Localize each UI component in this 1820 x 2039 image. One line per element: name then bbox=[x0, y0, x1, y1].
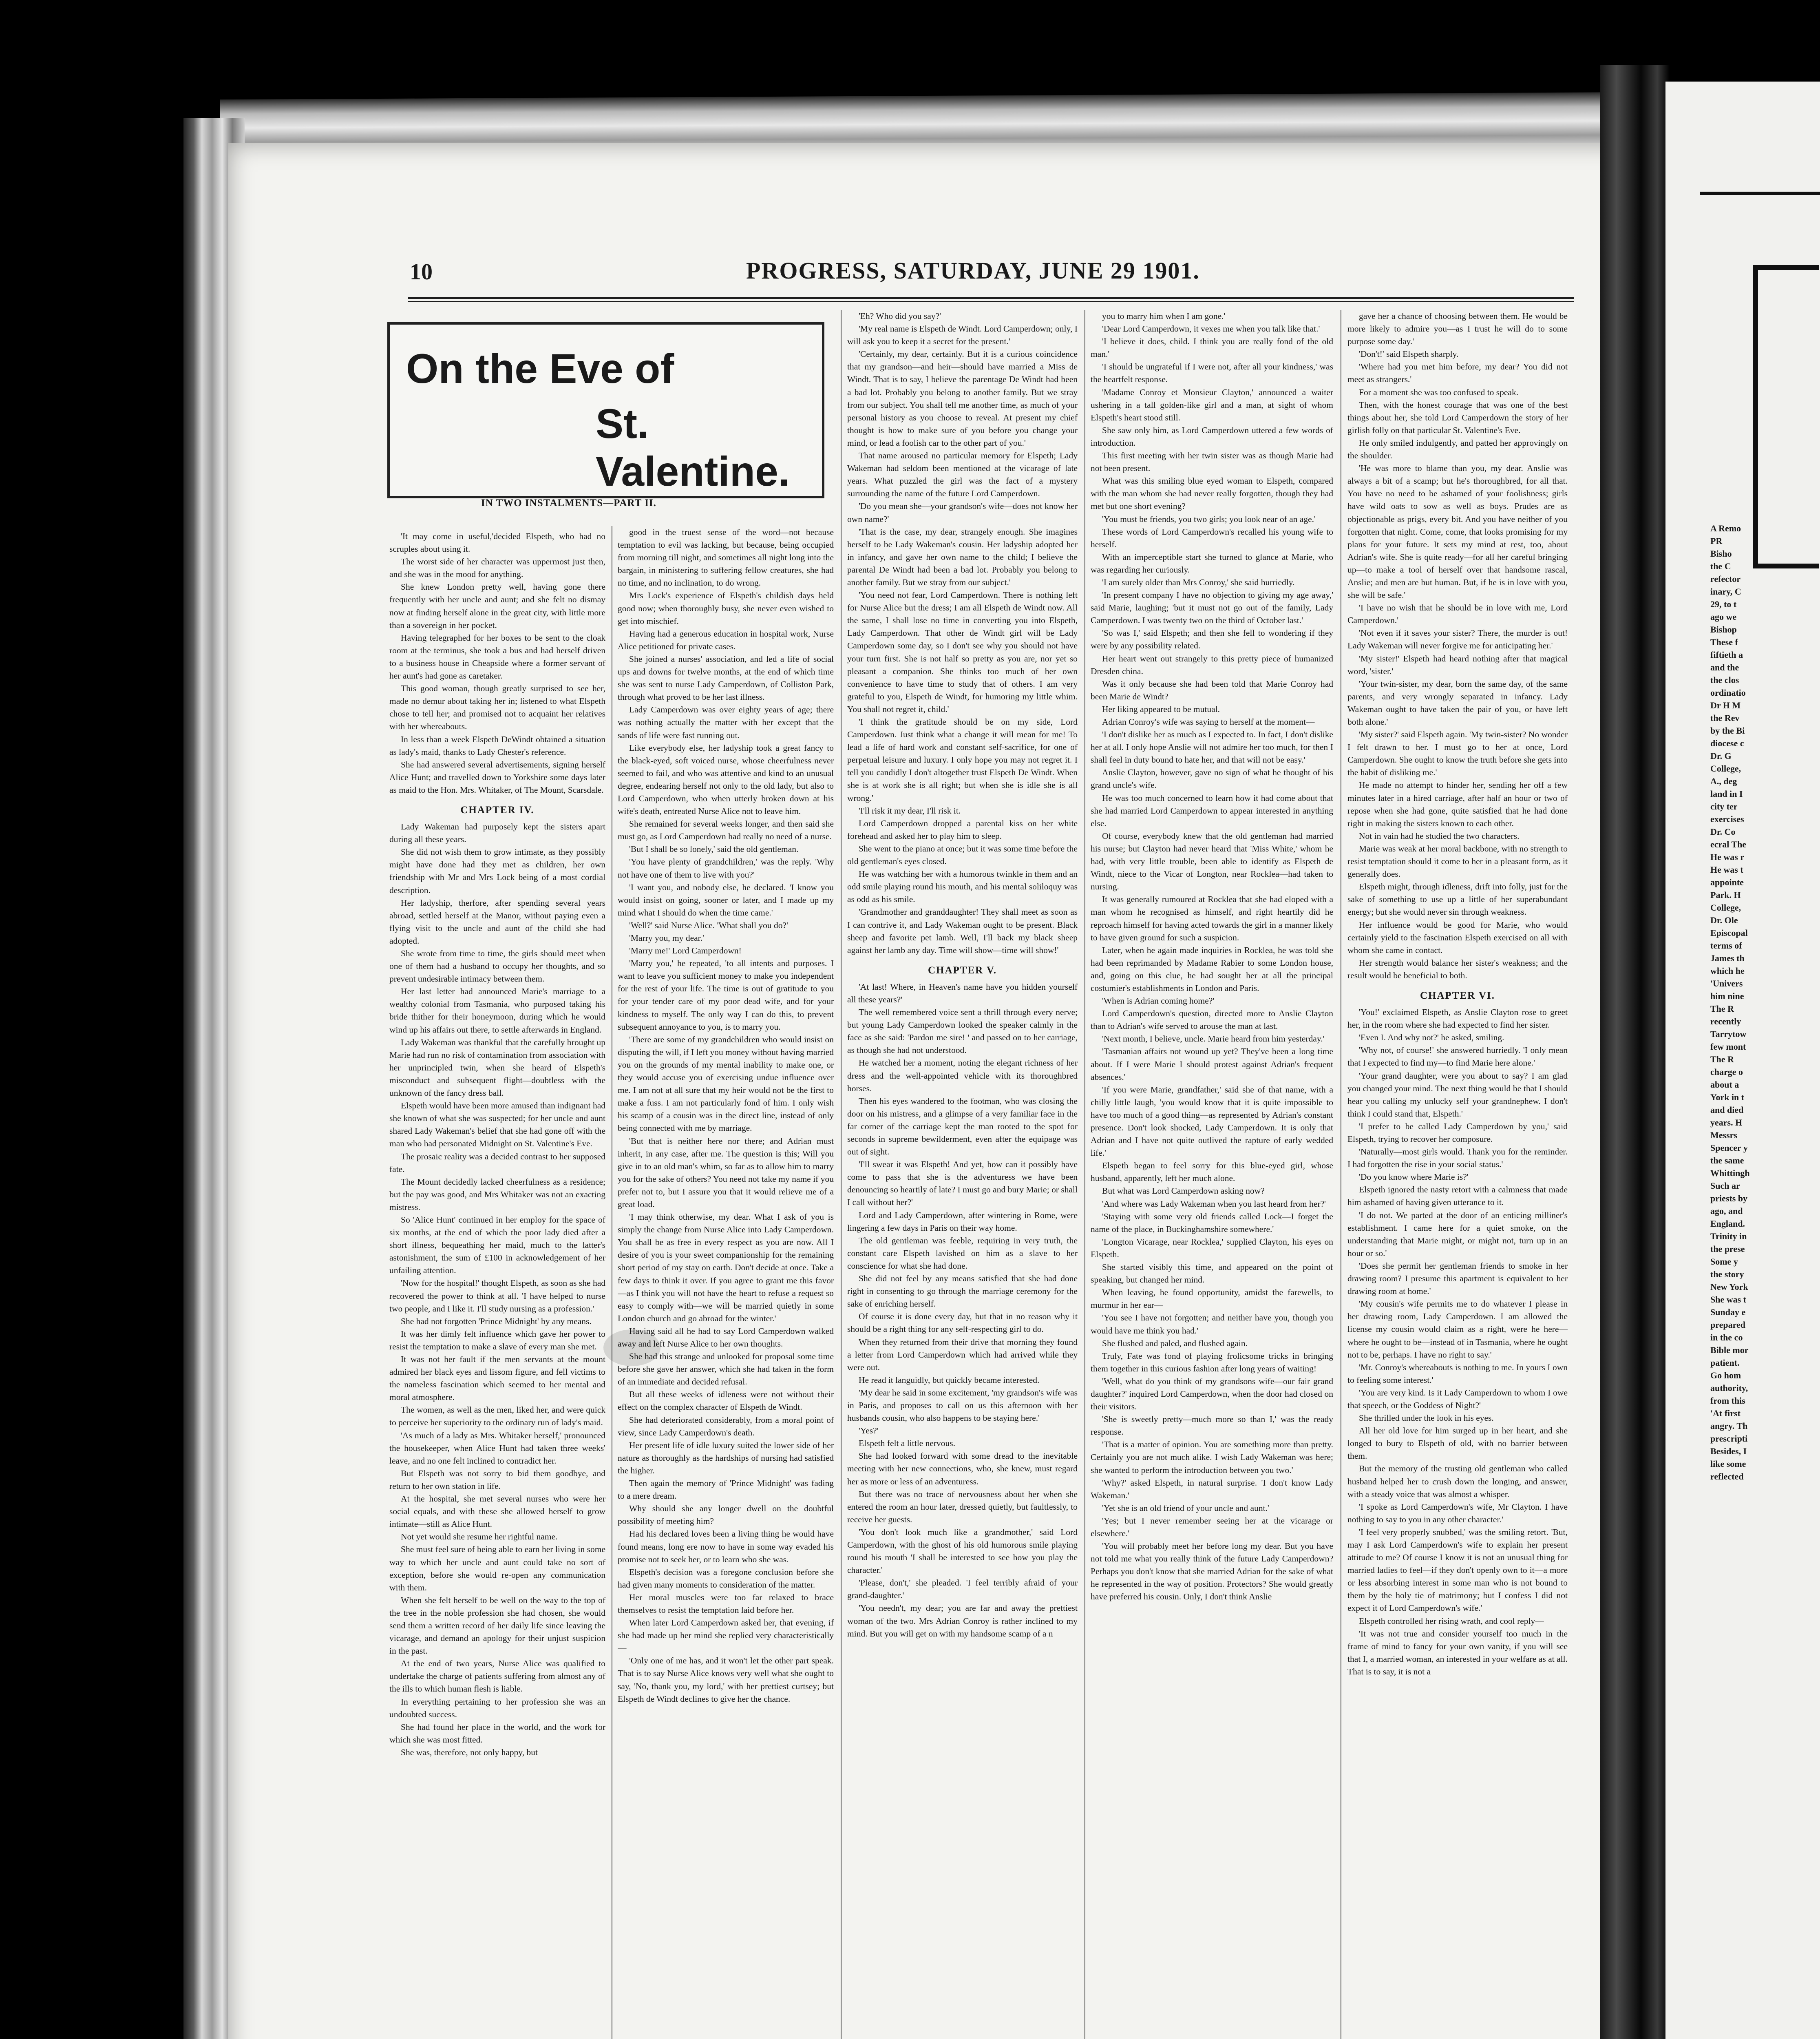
paragraph: When she felt herself to be well on the way to the top of the tree in the noble profession she had chosen, she would send them a written record of her daily life since leaving the vicarage, and demand an apology for their unjust suspicion in the past. bbox=[389, 1595, 605, 1656]
paragraph: Then again the memory of 'Prince Midnight' was fading to a mere dream. bbox=[618, 1478, 834, 1501]
paragraph: Lord Camperdown dropped a parental kiss on her white forehead and asked her to play him to sleep. bbox=[847, 818, 1078, 841]
fragment-line: city ter bbox=[1710, 801, 1738, 812]
binding-gutter bbox=[1600, 65, 1670, 2039]
fragment-line: the story bbox=[1710, 1269, 1744, 1279]
paragraph: For a moment she was too confused to speak. bbox=[1359, 387, 1519, 397]
paragraph: 'In present company I have no objection to giving my age away,' said Marie, laughing; 'but it must not go out of the family, Lady Camperdown. I was twenty two on the third of October last.' bbox=[1091, 590, 1333, 626]
paragraph: 'I think the gratitude should be on my side, Lord Camperdown. Just think what a change it will mean for me! To lead a life of hard work and constant self-sacrifice, for one of perpetual leisure and luxury. I only hope you may not regret it. I tell you candidly I don't altogether trust Elspeth De Windt. When she is at work she is all right; but when she is idle she is all wrong.' bbox=[847, 717, 1078, 803]
paragraph: 'And where was Lady Wakeman when you last heard from her?' bbox=[1102, 1199, 1326, 1209]
paragraph: Lord Camperdown's question, directed more to Anslie Clayton than to Adrian's wife served to arouse the man at last. bbox=[1091, 1008, 1333, 1031]
fragment-line: the Rev bbox=[1710, 713, 1740, 723]
fragment-line: 29, to t bbox=[1710, 599, 1737, 609]
paragraph: 'Yes; but I never remember seeing her at the vicarage or elsewhere.' bbox=[1091, 1515, 1333, 1538]
fragment-line: 'Univers bbox=[1710, 978, 1743, 989]
paragraph: 'But I shall be so lonely,' said the old gentleman. bbox=[629, 844, 799, 854]
paragraph: 'It was not true and consider yourself too much in the frame of mind to fancy for your own vanity, if you will see that I, a married woman, an interested in your welfare as at all. That is to say, it is not a bbox=[1347, 1628, 1568, 1676]
paragraph: All her old love for him surged up in her heart, and she longed to bury to Elspeth of old, with no barrier between them. bbox=[1347, 1426, 1568, 1461]
paragraph: She went to the piano at once; but it was some time before the old gentleman's eyes closed. bbox=[847, 843, 1078, 867]
paragraph: Elspeth would have been more amused than indignant had she known of what she was suspected; for her uncle and aunt shared Lady Wakeman's belief that she had gone off with the man who had personated Midnight on St. Valentine's Eve. bbox=[389, 1101, 605, 1149]
paragraph: Lady Wakeman was thankful that the carefully brought up Marie had run no risk of contamination from association with her unprincipled twin, when she heard of Elspeth's misconduct and subsequent flight—doubtless with the unknown of the fancy dress ball. bbox=[389, 1037, 605, 1098]
paragraph: She had found her place in the world, and the work for which she was most fitted. bbox=[389, 1722, 605, 1745]
paragraph: 'So was I,' said Elspeth; and then she fell to wondering if they were by any possibility related. bbox=[1091, 628, 1333, 651]
paragraph: 'You need not fear, Lord Camperdown. There is nothing left for Nurse Alice but the dress; I am all Elspeth de Windt now. All the same, I shall lose no time in converting you into Elspeth, Lady Camperdown. That other de Windt girl will be Lady Camperdown some day, so I don't see why you should not have your turn first. She is not half so pretty as you are, nor yet so pleasant a companion. She thinks too much of her own convenience to have time to study that of others. I am very grateful to you, Elspeth de Windt, for humoring my little whim. You shall not regret it, child.' bbox=[847, 590, 1078, 714]
paragraph: 'You must be friends, you two girls; you look near of an age.' bbox=[1102, 514, 1316, 524]
paragraph: So 'Alice Hunt' continued in her employ for the space of six months, at the end of which the poor lady died after a short illness, bequeathing her maid, much to the latter's astonishment, the sum of £100 in acknowledgement of her unfailing attention. bbox=[389, 1214, 605, 1276]
paragraph: Like everybody else, her ladyship took a great fancy to the black-eyed, soft voiced nurse, whose cheerfulness never seemed to fail, and who was attentive and kind to an unusual degree, endearing herself not only to the old lady, but also to Lord Camperdown, who when utterly broken down at his wife's death, entreated Nurse Alice not to leave him. bbox=[618, 743, 834, 816]
paragraph: She saw only him, as Lord Camperdown uttered a few words of introduction. bbox=[1091, 425, 1333, 448]
paragraph: She flushed and paled, and flushed again. bbox=[1102, 1338, 1248, 1348]
fragment-line: Dr H M bbox=[1710, 700, 1741, 710]
paragraph: 'If you were Marie, grandfather,' said she of that name, with a chilly little laugh, 'you would know that it is quite impossible to have too much of a good thing—as represented by Adrian's constant presence. Don't look shocked, Lady Camperdown. It is only that Adrian and I have not quite outlived the rapture of early wedded life.' bbox=[1091, 1084, 1333, 1158]
paragraph: 'Please, don't,' she pleaded. 'I feel terribly afraid of your grand-daughter.' bbox=[847, 1578, 1078, 1601]
paragraph: 'Eh? Who did you say?' bbox=[859, 311, 941, 321]
paragraph: This good woman, though greatly surprised to see her, made no demur about taking her in; listened to what Elspeth chose to tell her; and promised not to acquaint her relatives with her whereabouts. bbox=[389, 683, 605, 732]
paragraph: 'Marry you,' he repeated, 'to all intents and purposes. I want to leave you sufficient money to make you independent for the rest of your life. The time is out of gratitude to you for your tender care of my poor dead wife, and for your kindness to myself. The only way I can do this, to prevent subsequent annoyance to you, is to marry you. bbox=[618, 958, 834, 1032]
fragment-line: Park. H bbox=[1710, 890, 1741, 900]
paragraph: 'I do not. We parted at the door of an enticing milliner's establishment. I came here for a quiet smoke, on the understanding that Marie might, or might not, turn up in an hour or so.' bbox=[1347, 1210, 1568, 1258]
paragraph: The prosaic reality was a decided contrast to her supposed fate. bbox=[389, 1151, 605, 1174]
fragment-line: the clos bbox=[1710, 675, 1739, 685]
paragraph: 'I believe it does, child. I think you are really fond of the old man.' bbox=[1091, 336, 1333, 359]
paragraph: gave her a chance of choosing between them. He would be more likely to admire you—as I trust he will do to some purpose some day.' bbox=[1347, 311, 1568, 347]
masthead: PROGRESS, SATURDAY, JUNE 29 1901. bbox=[746, 257, 1200, 284]
paragraph: He only smiled indulgently, and patted her approvingly on the shoulder. bbox=[1347, 438, 1568, 461]
paragraph: When leaving, he found opportunity, amidst the farewells, to murmur in her ear— bbox=[1091, 1287, 1333, 1310]
paragraph: you to marry him when I am gone.' bbox=[1102, 311, 1226, 321]
paragraph: 'My sister!' Elspeth had heard nothing after that magical word, 'sister.' bbox=[1347, 653, 1568, 676]
paragraph: At the end of two years, Nurse Alice was qualified to undertake the charge of patients suffering from almost any of the ills to which human flesh is liable. bbox=[389, 1659, 605, 1694]
paragraph: 'Grandmother and granddaughter! They shall meet as soon as I can contrive it, and Lady Wakeman ought to be present. Black sheep and favorite pet lamb. Well, I'll back my black sheep against her lamb any day. Time will show—time will show!' bbox=[847, 907, 1078, 955]
paragraph: She did not feel by any means satisfied that she had done right in consenting to go through the marriage ceremony for the sake of enriching herself. bbox=[847, 1274, 1078, 1309]
fragment-line: refector bbox=[1710, 574, 1741, 584]
paragraph: Truly, Fate was fond of playing frolicsome tricks in bringing them together in this curious fashion after long years of waiting! bbox=[1091, 1351, 1333, 1373]
fragment-line: land in I bbox=[1710, 789, 1743, 799]
paragraph: With an imperceptible start she turned to glance at Marie, who was regarding her curiously. bbox=[1091, 552, 1333, 575]
paragraph: The well remembered voice sent a thrill through every nerve; but young Lady Camperdown looked the speaker calmly in the face as she said: 'Pardon me sire! ' and passed on to her carriage, as though she had not understood. bbox=[847, 1007, 1078, 1055]
paragraph: Then, with the honest courage that was one of the best things about her, she told Lord Camperdown the story of her girlish folly on that particular St. Valentine's Eve. bbox=[1347, 400, 1568, 435]
paragraph: It was generally rumoured at Rocklea that she had eloped with a man whom he recognised as himself, and right heartily did he reproach himself for having acted towards the girl in a manner likely to have given ground for such a suspicion. bbox=[1091, 894, 1333, 942]
paragraph: good in the truest sense of the word—not because temptation to evil was lacking, but because, being occupied from morning till night, and sometimes all night long into the bargain, in ministering to suffering fellow creatures, she had no time, and no inclination, to do wrong. bbox=[618, 527, 834, 588]
fragment-line: Trinity in bbox=[1710, 1231, 1747, 1241]
paragraph: It was her dimly felt influence which gave her power to resist the temptation to make a slave of every man she met. bbox=[389, 1329, 605, 1351]
paragraph: 'He was more to blame than you, my dear. Anslie was always a bit of a scamp; but he's thoroughbred, for all that. You have no need to be ashamed of your foolishness; girls have wild oats to sow as well as boys. Prudes are as objectionable as prigs, every bit. And you have neither of you forgotten that night. Come, come, that looks promising for my plans for your future. It sets my mind at rest, too, about Adrian's wife. She is quite ready—for all her careful bringing up—to make a tool of herself over that handsome rascal, Anslie; and men are but human. But, if he is in love with you, she will be safe.' bbox=[1347, 463, 1568, 600]
paragraph: 'I have no wish that he should be in love with me, Lord Camperdown.' bbox=[1347, 603, 1568, 626]
header-rule bbox=[408, 297, 1574, 299]
header-rule-thin bbox=[408, 301, 1574, 302]
fragment-line: like some bbox=[1710, 1459, 1746, 1469]
fragment-line: the C bbox=[1710, 561, 1731, 571]
paragraph: Of course it is done every day, but that in no reason why it should be a right thing for any self-respecting girl to do. bbox=[847, 1311, 1078, 1334]
fragment-line: years. H bbox=[1710, 1117, 1743, 1128]
column-3-paragraphs-b bbox=[847, 981, 1078, 1640]
article-title-line2: St. Valentine. bbox=[596, 400, 790, 495]
paragraph: 'Your grand daughter, were you about to say? I am glad you changed your mind. The next thing would be that I should hear you calling my unlucky self your grandnephew. I don't think I could stand that, Elspeth.' bbox=[1347, 1070, 1568, 1119]
chapter-heading-vi: CHAPTER VI. bbox=[1420, 990, 1495, 1001]
paragraph: She had deteriorated considerably, from a moral point of view, since Lady Camperdown's death. bbox=[618, 1415, 834, 1437]
paragraph: 'When is Adrian coming home?' bbox=[1102, 996, 1215, 1006]
page-number: 10 bbox=[410, 259, 433, 285]
paragraph: Why should she any longer dwell on the doubtful possibility of meeting him? bbox=[618, 1504, 834, 1526]
fragment-line: Episcopal bbox=[1710, 928, 1748, 938]
fragment-line: priests by bbox=[1710, 1193, 1748, 1203]
paragraph: She knew London pretty well, having gone there frequently with her uncle and aunt; and she felt no dismay now at finding herself alone in the great city, with little more than a sovereign in her pocket. bbox=[389, 582, 605, 630]
paragraph: Elspeth controlled her rising wrath, and cool reply— bbox=[1359, 1616, 1544, 1626]
paragraph: 'Next month, I believe, uncle. Marie heard from him yesterday.' bbox=[1102, 1034, 1325, 1044]
fragment-line: Tarrytow bbox=[1710, 1029, 1747, 1039]
paragraph: When later Lord Camperdown asked her, that evening, if she had made up her mind she replied very characteristically— bbox=[618, 1618, 834, 1653]
paragraph: 'My real name is Elspeth de Windt. Lord Camperdown; only, I will ask you to keep it a secret for the present.' bbox=[847, 324, 1078, 347]
fragment-line: reflected bbox=[1710, 1471, 1744, 1482]
paragraph: The women, as well as the men, liked her, and were quick to perceive her superiority to the ordinary run of lady's maid. bbox=[389, 1405, 605, 1428]
paragraph: She thrilled under the look in his eyes. bbox=[1359, 1413, 1494, 1423]
paragraph: 'Only one of me has, and it won't let the other part speak. That is to say Nurse Alice knows very well what she ought to say, 'No, thank you, my lord,' with her prettiest curtsey; but Elspeth de Windt declines to give her the chance. bbox=[618, 1656, 834, 1704]
paragraph: 'Madame Conroy et Monsieur Clayton,' announced a waiter ushering in a tall golden-like girl and a man, at sight of whom Elspeth's heart stood still. bbox=[1091, 387, 1333, 422]
paragraph: But there was no trace of nervousness about her when she entered the room an hour later, dressed quietly, but faultlessly, to receive her guests. bbox=[847, 1489, 1078, 1524]
fragment-line: authority, bbox=[1710, 1383, 1748, 1393]
paragraph: 'Even I. And why not?' he asked, smiling. bbox=[1359, 1033, 1504, 1043]
paragraph: She joined a nurses' association, and led a life of social ups and downs for twelve months, at the end of which time she was sent to nurse Lady Camperdown, of Colliston Park, through what proved to be her last illness. bbox=[618, 654, 834, 702]
paragraph: 'Staying with some very old friends called Lock—I forget the name of the place, in Buckinghamshire somewhere.' bbox=[1091, 1211, 1333, 1234]
paragraph: 'She is sweetly pretty—much more so than I,' was the ready response. bbox=[1091, 1414, 1333, 1437]
paragraph: Having had a generous education in hospital work, Nurse Alice petitioned for private cases. bbox=[618, 628, 834, 651]
paragraph: 'Why?' asked Elspeth, in natural surprise. 'I don't know Lady Wakeman.' bbox=[1091, 1477, 1333, 1500]
paragraph: At the hospital, she met several nurses who were her social equals, and with these she allowed herself to grow intimate—still as Alice Hunt. bbox=[389, 1494, 605, 1529]
fragment-line: England. bbox=[1710, 1219, 1745, 1229]
paragraph: 'Marry you, my dear.' bbox=[629, 933, 704, 943]
paragraph: 'Well?' said Nurse Alice. 'What shall you do?' bbox=[629, 920, 788, 930]
paragraph: Elspeth's decision was a foregone conclusion before she had given many moments to consideration of the matter. bbox=[618, 1567, 834, 1590]
paragraph: 'I am surely older than Mrs Conroy,' she said hurriedly. bbox=[1102, 577, 1295, 587]
paragraph: She started visibly this time, and appeared on the point of speaking, but changed her mind. bbox=[1091, 1262, 1333, 1285]
paragraph: She had not forgotten 'Prince Midnight' by any means. bbox=[401, 1316, 592, 1326]
paragraph: She did not wish them to grow intimate, as they possibly might have done had they met as children, her own friendship with Mr and Mrs Lock being of a most cordial description. bbox=[389, 847, 605, 895]
fragment-line: She was t bbox=[1710, 1294, 1747, 1305]
adjacent-page-column bbox=[1710, 522, 1820, 1483]
paragraph: The worst side of her character was uppermost just then, and she was in the mood for anything. bbox=[389, 557, 605, 579]
paragraph: 'Don't!' said Elspeth sharply. bbox=[1359, 349, 1459, 359]
column-5-paragraphs-b bbox=[1347, 1006, 1568, 1678]
paragraph: It was not her fault if the men servants at the mount admired her black eyes and lissom figure, and fell victims to the nameless fascination which seemed to her mental and moral atmosphere. bbox=[389, 1354, 605, 1402]
paragraph: She had looked forward with some dread to the inevitable meeting with her new connections, who, she knew, must regard her as more or less of an adventuress. bbox=[847, 1451, 1078, 1486]
paragraph: 'You are very kind. Is it Lady Camperdown to whom I owe that speech, or the Goddess of Night?' bbox=[1347, 1387, 1568, 1410]
paragraph: Having telegraphed for her boxes to be sent to the cloak room at the terminus, she took a bus and had herself driven to a business house in Cheapside where a former servant of her aunt's had gone as caretaker. bbox=[389, 632, 605, 681]
paragraph: He watched her a moment, noting the elegant richness of her dress and the well-appointed vehicle with its thoroughbred horses. bbox=[847, 1058, 1078, 1093]
paragraph: 'It may come in useful,'decided Elspeth, who had no scruples about using it. bbox=[389, 531, 605, 554]
fragment-line: charge o bbox=[1710, 1067, 1743, 1077]
fragment-line: He was r bbox=[1710, 852, 1745, 862]
paragraph: What was this smiling blue eyed woman to Elspeth, compared with the man whom she had never really forgotten, though they had met but one short evening? bbox=[1091, 476, 1333, 511]
fragment-line: angry. Th bbox=[1710, 1421, 1748, 1431]
paragraph: 'Certainly, my dear, certainly. But it is a curious coincidence that my grandson—and heir—should have married a Miss de Windt. That is to say, I believe the parentage De Windt had been a bad lot. Probably you belong to another family. But we stray from our subject. You shall tell me another time, as much of your personal history as you choose to reveal. At present my chief thought is how to make sure of you before you change your mind, or lead a foolish car to the other part of you.' bbox=[847, 349, 1078, 448]
paragraph: 'I'll swear it was Elspeth! And yet, how can it possibly have come to pass that she is the adventuress we have been denouncing so heartily of late? I must go and bury Marie; or shall I call without her?' bbox=[847, 1159, 1078, 1207]
paragraph: Elspeth ignored the nasty retort with a calmness that made him ashamed of having given utterance to it. bbox=[1347, 1185, 1568, 1207]
paragraph: 'You needn't, my dear; you are far and away the prettiest woman of the two. Mrs Adrian Conroy is rather inclined to my mind. But you will get on with my handsome scamp of a n bbox=[847, 1603, 1078, 1639]
paragraph: 'I feel very properly snubbed,' was the smiling retort. 'But, may I ask Lord Camperdown's wife to explain her present attitude to me? Of course I know it is not an unusual thing for married ladies to feel—if they don't openly own to it—a more or less absorbing interest in some man who is not bound to them by the holy tie of matrimony; but I confess I did not expect it of Lord Camperdown's wife.' bbox=[1347, 1527, 1568, 1613]
paragraph: Not yet would she resume her rightful name. bbox=[401, 1532, 558, 1542]
text-column-2 bbox=[618, 526, 834, 2039]
fragment-line: terms of bbox=[1710, 940, 1742, 951]
paragraph: But the memory of the trusting old gentleman who called husband helped her to crush down the longing, and answer, with a steady voice that was almost a whisper. bbox=[1347, 1464, 1568, 1499]
fragment-line: A Remo bbox=[1710, 523, 1741, 533]
paragraph: Mrs Lock's experience of Elspeth's childish days held good now; when thoroughly busy, she never even wished to get into mischief. bbox=[618, 590, 834, 626]
column-1-top-paragraphs bbox=[389, 530, 605, 796]
fragment-line: ordinatio bbox=[1710, 688, 1746, 698]
paragraph: He was watching her with a humorous twinkle in them and an odd smile playing round his mouth, and his mental soliloquy was as odd as his smile. bbox=[847, 869, 1078, 905]
paragraph: That name aroused no particular memory for Elspeth; Lady Wakeman had seldom been mentioned at the vicarage of late years. What puzzled the girl was the fact of a mystery surrounding the name of the future Lord Camperdown. bbox=[847, 451, 1078, 499]
print-smudge bbox=[603, 1329, 660, 1366]
fragment-line: in the co bbox=[1710, 1332, 1743, 1342]
paragraph: 'Where had you met him before, my dear? You did not meet as strangers.' bbox=[1347, 362, 1568, 385]
fragment-line: patient. bbox=[1710, 1358, 1740, 1368]
paragraph: She was, therefore, not only happy, but bbox=[401, 1747, 538, 1757]
fragment-line: James th bbox=[1710, 953, 1745, 963]
fragment-line: Dr. G bbox=[1710, 751, 1732, 761]
paragraph: 'I should be ungrateful if I were not, after all your kindness,' was the heartfelt response. bbox=[1091, 362, 1333, 385]
paragraph: 'But that is neither here nor there; and Adrian must inherit, in any case, after me. The question is this; Will you give in to an old man's whim, so far as to allow him to marry you for the sake of others? You need not take my name if you prefer not to, but I assure you that it would relieve me of a great load. bbox=[618, 1136, 834, 1209]
fragment-line: College, bbox=[1710, 763, 1741, 774]
paragraph: Lord and Lady Camperdown, after wintering in Rome, were lingering a few days in Paris on their way home. bbox=[847, 1210, 1078, 1233]
paragraph: Not in vain had he studied the two characters. bbox=[1359, 831, 1520, 841]
fragment-line: few mont bbox=[1710, 1042, 1746, 1052]
paragraph: In everything pertaining to her profession she was an undoubted success. bbox=[389, 1696, 605, 1719]
paragraph: When they returned from their drive that morning they found a letter from Lord Camperdown which had arrived while they were out. bbox=[847, 1337, 1078, 1372]
adjacent-page-rule bbox=[1700, 192, 1820, 195]
paragraph: 'That is the case, my dear, strangely enough. She imagines herself to be Lady Wakeman's cousin. Her ladyship adopted her in infancy, and gave her own name to the child; I believe the parental De Windt had been a bad lot. Probably you belong to another family. But we stray from our subject.' bbox=[847, 526, 1078, 587]
paragraph: He made no attempt to hinder her, sending her off a few minutes later in a hired carriage, after half an hour or two of repose when she had gone, quite satisfied that he had done right in making the sisters known to each other. bbox=[1347, 780, 1568, 828]
fragment-line: which he bbox=[1710, 966, 1745, 976]
paragraph: Anslie Clayton, however, gave no sign of what he thought of his grand uncle's wife. bbox=[1091, 767, 1333, 790]
paragraph: In less than a week Elspeth DeWindt obtained a situation as lady's maid, thanks to Lady Chester's reference. bbox=[389, 734, 605, 757]
paragraph: 'Do you know where Marie is?' bbox=[1359, 1172, 1469, 1182]
fragment-line: ago, and bbox=[1710, 1206, 1743, 1216]
paragraph: Her heart went out strangely to this pretty piece of humanized Dresden china. bbox=[1091, 653, 1333, 676]
fragment-line: inary, C bbox=[1710, 586, 1741, 597]
paragraph: 'At last! Where, in Heaven's name have you hidden yourself all these years?' bbox=[847, 982, 1078, 1004]
fragment-line: York in t bbox=[1710, 1092, 1745, 1102]
paragraph: She wrote from time to time, the girls should meet when one of them had a husband to occupy her thoughts, and so prevent undesirable intimacy between them. bbox=[389, 949, 605, 984]
paragraph: 'I don't dislike her as much as I expected to. In fact, I don't dislike her at all. I only hope Anslie will not admire her too much, for then I shall feel in duty bound to hate her, and that will not be easy.' bbox=[1091, 730, 1333, 765]
paragraph: Had his declared loves been a living thing he would have found means, long ere now to have in some way evaded his promise not to seek her, or to learn who she was. bbox=[618, 1529, 834, 1564]
paragraph: She must feel sure of being able to earn her living in some way to which her uncle and aunt could take no sort of exception, before she would re-open any communication with them. bbox=[389, 1544, 605, 1592]
fragment-line: Spencer y bbox=[1710, 1143, 1748, 1153]
fragment-line: diocese c bbox=[1710, 738, 1744, 748]
paragraph: Adrian Conroy's wife was saying to herself at the moment— bbox=[1102, 717, 1315, 727]
paragraph: 'Dear Lord Camperdown, it vexes me when you talk like that.' bbox=[1102, 324, 1320, 334]
column-5-paragraphs-a bbox=[1347, 310, 1568, 982]
paragraph: Her liking appeared to be mutual. bbox=[1102, 704, 1220, 714]
paragraph: These words of Lord Camperdown's recalled his young wife to herself. bbox=[1091, 526, 1333, 549]
paragraph: She had this strange and unlooked for proposal some time before she gave her answer, which she had taken in the form of an immediate and decided refusal. bbox=[618, 1351, 834, 1387]
paragraph: Of course, everybody knew that the old gentleman had married his nurse; but Clayton had never heard that 'Miss White,' whom he had, with very little trouble, been able to identify as Elspeth de Windt, niece to the Vicar of Longton, near Rocklea—had taken to nursing. bbox=[1091, 831, 1333, 892]
fragment-line: Besides, I bbox=[1710, 1446, 1747, 1456]
paragraph: 'Now for the hospital!' thought Elspeth, as soon as she had recovered the power to think at all. 'I have helped to nurse two people, and I like it. I'll study nursing as a profession.' bbox=[389, 1278, 605, 1314]
fragment-line: him nine bbox=[1710, 991, 1744, 1001]
fragment-line: by the Bi bbox=[1710, 725, 1745, 736]
paragraph: But all these weeks of idleness were not without their effect on the complex character of Elspeth de Windt. bbox=[618, 1389, 834, 1412]
column-1-bottom-paragraphs bbox=[389, 820, 605, 1759]
article-title-box bbox=[387, 322, 824, 498]
paragraph: Her moral muscles were too far relaxed to brace themselves to resist the temptation laid before her. bbox=[618, 1592, 834, 1615]
paragraph: He was too much concerned to learn how it had come about that she had married Lord Camperdown to appear interested in anything else. bbox=[1091, 793, 1333, 828]
fragment-line: appointe bbox=[1710, 877, 1744, 887]
paragraph: 'Why not, of course!' she answered hurriedly. 'I only mean that I expected to find my—to find Marie here alone.' bbox=[1347, 1045, 1568, 1068]
paragraph: 'As much of a lady as Mrs. Whitaker herself,' pronounced the housekeeper, when Alice Hunt had taken three weeks' leave, and no one felt inclined to contradict her. bbox=[389, 1430, 605, 1466]
fragment-line: from this bbox=[1710, 1395, 1745, 1406]
fragment-line: and the bbox=[1710, 662, 1739, 672]
paragraph: He read it languidly, but quickly became interested. bbox=[859, 1375, 1040, 1385]
fragment-line: Messrs bbox=[1710, 1130, 1737, 1140]
paragraph: 'You!' exclaimed Elspeth, as Anslie Clayton rose to greet her, in the room where she had expected to find her sister. bbox=[1347, 1007, 1568, 1030]
paragraph: 'Yes?' bbox=[859, 1426, 879, 1436]
fragment-line: prescripti bbox=[1710, 1433, 1748, 1444]
fragment-line: Bishop bbox=[1710, 624, 1737, 635]
fragment-line: A., deg bbox=[1710, 776, 1737, 786]
paragraph: 'That is a matter of opinion. You are something more than pretty. Certainly you are not much alike. I wish Lady Wakeman was here; she wanted to perform the introduction between you two.' bbox=[1091, 1440, 1333, 1475]
chapter-heading-iv: CHAPTER IV. bbox=[460, 804, 535, 816]
paragraph: 'I prefer to be called Lady Camperdown by you,' said Elspeth, trying to recover her composure. bbox=[1347, 1121, 1568, 1144]
paragraph: 'I'll risk it my dear, I'll risk it. bbox=[859, 805, 961, 816]
fragment-line: and died bbox=[1710, 1105, 1744, 1115]
article-subtitle: IN TWO INSTALMENTS—PART II. bbox=[481, 498, 656, 509]
paragraph: Marie was weak at her moral backbone, with no strength to resist temptation should it come to her in a pleasant form, as it generally does. bbox=[1347, 843, 1568, 879]
fragment-line: ecral The bbox=[1710, 839, 1747, 849]
column-3-paragraphs-a bbox=[847, 310, 1078, 957]
fragment-line: ago we bbox=[1710, 612, 1737, 622]
paragraph: 'Longton Vicarage, near Rocklea,' supplied Clayton, his eyes on Elspeth. bbox=[1091, 1236, 1333, 1259]
paragraph: Her last letter had announced Marie's marriage to a wealthy colonial from Tasmania, who purposed taking his bride thither for their honeymoon, during which he would wind up his affairs out there, to settle afterwards in England. bbox=[389, 986, 605, 1035]
fragment-line: recently bbox=[1710, 1016, 1741, 1026]
fragment-line: the prese bbox=[1710, 1244, 1745, 1254]
chapter-heading-v: CHAPTER V. bbox=[928, 964, 997, 976]
paragraph: The Mount decidedly lacked cheerfulness as a residence; but the pay was good, and Mrs Whitaker was not an exacting mistress. bbox=[389, 1177, 605, 1212]
paragraph: 'You don't look much like a grandmother,' said Lord Camperdown, with the ghost of his old humorous smile playing round his mouth 'I shall be interested to see how you play the character.' bbox=[847, 1527, 1078, 1575]
paragraph: 'Do you mean she—your grandson's wife—does not know her own name?' bbox=[847, 501, 1078, 524]
paragraph: 'Does she permit her gentleman friends to smoke in her drawing room? I presume this apartment is equivalent to her drawing room at home.' bbox=[1347, 1261, 1568, 1296]
fragment-line: fiftieth a bbox=[1710, 650, 1743, 660]
text-column-4 bbox=[1091, 310, 1333, 2039]
paragraph: 'My sister?' said Elspeth again. 'My twin-sister? No wonder I felt drawn to her. I must go to her at once, Lord Camperdown. She ought to know the truth before she gets into the habit of disliking me.' bbox=[1347, 730, 1568, 778]
fragment-line: prepared bbox=[1710, 1320, 1745, 1330]
paragraph: 'Mr. Conroy's whereabouts is nothing to me. In yours I own to feeling some interest.' bbox=[1347, 1362, 1568, 1385]
paragraph: 'Naturally—most girls would. Thank you for the reminder. I had forgotten the rise in your social status.' bbox=[1347, 1147, 1568, 1170]
fragment-line: New York bbox=[1710, 1282, 1748, 1292]
paragraph: 'You will probably meet her before long my dear. But you have not told me what you really think of the future Lady Camperdown? Perhaps you don't know that she married Adrian for the sake of what he represented in the way of position. Protectors? She would greatly have preferred his cousin. Only, I don't think Anslie bbox=[1091, 1541, 1333, 1602]
paragraph: 'Tasmanian affairs not wound up yet? They've been a long time about. If I were Marie I should protest against Adrian's frequent absences.' bbox=[1091, 1046, 1333, 1082]
paragraph: 'I spoke as Lord Camperdown's wife, Mr Clayton. I have nothing to say to you in any other character.' bbox=[1347, 1502, 1568, 1524]
fragment-line: Such ar bbox=[1710, 1181, 1740, 1191]
paragraph: Her influence would be good for Marie, who would certainly yield to the fascination Elspeth exercised on all with whom she came in contact. bbox=[1347, 920, 1568, 955]
text-column-3 bbox=[847, 310, 1078, 2039]
text-column-5 bbox=[1347, 310, 1568, 2039]
paragraph: But what was Lord Camperdown asking now? bbox=[1102, 1186, 1265, 1196]
film-border-top bbox=[0, 0, 1820, 69]
fragment-line: Dr. Co bbox=[1710, 827, 1736, 837]
paragraph: She had answered several advertisements, signing herself Alice Hunt; and travelled down to Yorkshire some days later as maid to the Hon. Mrs. Whitaker, of The Mount, Scarsdale. bbox=[389, 759, 605, 795]
fragment-line: 'At first bbox=[1710, 1408, 1740, 1418]
paragraph: The old gentleman was feeble, requiring in very truth, the constant care Elspeth lavished on him as a slave to her conscience for what she had done. bbox=[847, 1235, 1078, 1271]
paragraph: Her ladyship, therfore, after spending several years abroad, settled herself at the Manor, without paying even a flying visit to the uncle and aunt of the child she had adopted. bbox=[389, 898, 605, 946]
paragraph: Elspeth began to feel sorry for this blue-eyed girl, whose husband, apparently, left her much alone. bbox=[1091, 1161, 1333, 1183]
fragment-line: The R bbox=[1710, 1054, 1734, 1064]
paragraph: Lady Wakeman had purposely kept the sisters apart during all these years. bbox=[389, 822, 605, 845]
paragraph: This first meeting with her twin sister was as though Marie had not been present. bbox=[1091, 451, 1333, 473]
column-rule bbox=[1084, 310, 1085, 2039]
paragraph: Lady Camperdown was over eighty years of age; there was nothing actually the matter with her except that the sands of life were fast running out. bbox=[618, 705, 834, 740]
fragment-line: These f bbox=[1710, 637, 1738, 647]
paragraph: Her strength would balance her sister's weakness; and the result would be beneficial to both. bbox=[1347, 958, 1568, 980]
fragment-line: College, bbox=[1710, 902, 1741, 913]
fragment-line: Bible mor bbox=[1710, 1345, 1749, 1355]
fragment-line: Go hom bbox=[1710, 1370, 1741, 1380]
fragment-line: about a bbox=[1710, 1079, 1739, 1090]
fragment-line: Some y bbox=[1710, 1256, 1738, 1267]
paragraph: Elspeth felt a little nervous. bbox=[859, 1438, 956, 1449]
fragment-line: Whittingh bbox=[1710, 1168, 1750, 1178]
fragment-line: PR bbox=[1710, 536, 1723, 546]
paragraph: 'I may think otherwise, my dear. What I ask of you is simply the change from Nurse Alice into Lady Camperdown. You shall be as free in every respect as you are now. All I desire of you is your sweet companionship for the remaining short period of my stay on earth. Don't decide at once. Take a few days to think it over. If you agree to grant me this favor—as I think you will not have the heart to refuse a request so easy to comply with—we will be married quietly in some London church and go abroad for the winter.' bbox=[618, 1212, 834, 1323]
fragment-line: The R bbox=[1710, 1004, 1734, 1014]
article-title-line1: On the Eve of bbox=[406, 345, 674, 392]
paragraph: 'Your twin-sister, my dear, born the same day, of the same parents, and very wrongly separated in infancy. Lady Wakeman ought to have taken the pair of you, or have left both alone.' bbox=[1347, 679, 1568, 727]
paragraph: 'Well, what do you think of my grandsons wife—our fair grand daughter?' inquired Lord Camperdown, when the door had closed on their visitors. bbox=[1091, 1376, 1333, 1412]
column-rule bbox=[841, 310, 842, 2039]
fragment-line: the same bbox=[1710, 1155, 1744, 1165]
paragraph: 'You have plenty of grandchildren,' was the reply. 'Why not have one of them to live with you?' bbox=[618, 857, 834, 880]
paragraph: Her present life of idle luxury suited the lower side of her nature as thoroughly as the hardships of nursing had satisfied the higher. bbox=[618, 1440, 834, 1475]
paragraph: Elspeth might, through idleness, drift into folly, just for the sake of something to use up a little of her superabundant energy; but she would never sin through weakness. bbox=[1347, 882, 1568, 917]
paragraph: 'Yet she is an old friend of your uncle and aunt.' bbox=[1102, 1503, 1269, 1513]
paragraph: 'I want you, and nobody else, he declared. 'I know you would insist on going, sooner or later, and I made up my mind what I should do when the time came.' bbox=[618, 882, 834, 918]
paragraph: 'You see I have not forgotten; and neither have you, though you would have me think you had.' bbox=[1091, 1313, 1333, 1336]
fragment-line: Dr. Ole bbox=[1710, 915, 1738, 925]
paragraph: Was it only because she had been told that Marie Conroy had been Marie de Windt? bbox=[1091, 679, 1333, 701]
paragraph: 'Not even if it saves your sister? There, the murder is out! Lady Wakeman will never forgive me for anticipating her.' bbox=[1347, 628, 1568, 651]
paragraph: Having said all he had to say Lord Camperdown walked away and left Nurse Alice to her own thoughts. bbox=[618, 1326, 834, 1349]
paragraph: Then his eyes wandered to the footman, who was closing the door on his mistress, and a glimpse of a very familiar face in the far corner of the carriage kept the man rooted to the spot for seconds in supreme bewilderment, even after the equipage was out of sight. bbox=[847, 1096, 1078, 1157]
fragment-line: He was t bbox=[1710, 865, 1743, 875]
text-column-1 bbox=[389, 530, 605, 2039]
paragraph: Later, when he again made inquiries in Rocklea, he was told she had been reprimanded by Madame Rabier to some London house, and, going on this clue, he had sought her at all the principal costumier's establishments in London and Paris. bbox=[1091, 945, 1333, 993]
paragraph: 'My cousin's wife permits me to do whatever I please in her drawing room, Lady Camperdown. I am allowed the license my cousin would claim as a right, were he here—where he ought to be—instead of in Tasmania, where he ought not to be, perhaps. I have no right to say.' bbox=[1347, 1299, 1568, 1360]
paragraph: 'My dear he said in some excitement, 'my grandson's wife was in Paris, and proposes to call on us this afternoon with her husbands cousin, who also happens to be staying here.' bbox=[847, 1387, 1078, 1423]
fragment-line: Sunday e bbox=[1710, 1307, 1746, 1317]
paragraph: But Elspeth was not sorry to bid them goodbye, and return to her own station in life. bbox=[389, 1468, 605, 1491]
fragment-line: Bisho bbox=[1710, 548, 1732, 559]
paragraph: 'Marry me!' Lord Camperdown! bbox=[629, 946, 742, 956]
fragment-line: exercises bbox=[1710, 814, 1744, 824]
paragraph: 'There are some of my grandchildren who would insist on disputing the will, if I left you money without having married you on the grounds of my mental inability to make one, or they would accuse you of exercising undue influence over me. I am not at all sure that my heir would not be the first to make a fuss. I am not particularly fond of him. I only wish his scamp of a cousin was in the direct line, instead of only being connected with me by marriage. bbox=[618, 1034, 834, 1133]
paragraph: She remained for several weeks longer, and then said she must go, as Lord Camperdown had really no need of a nurse. bbox=[618, 819, 834, 842]
